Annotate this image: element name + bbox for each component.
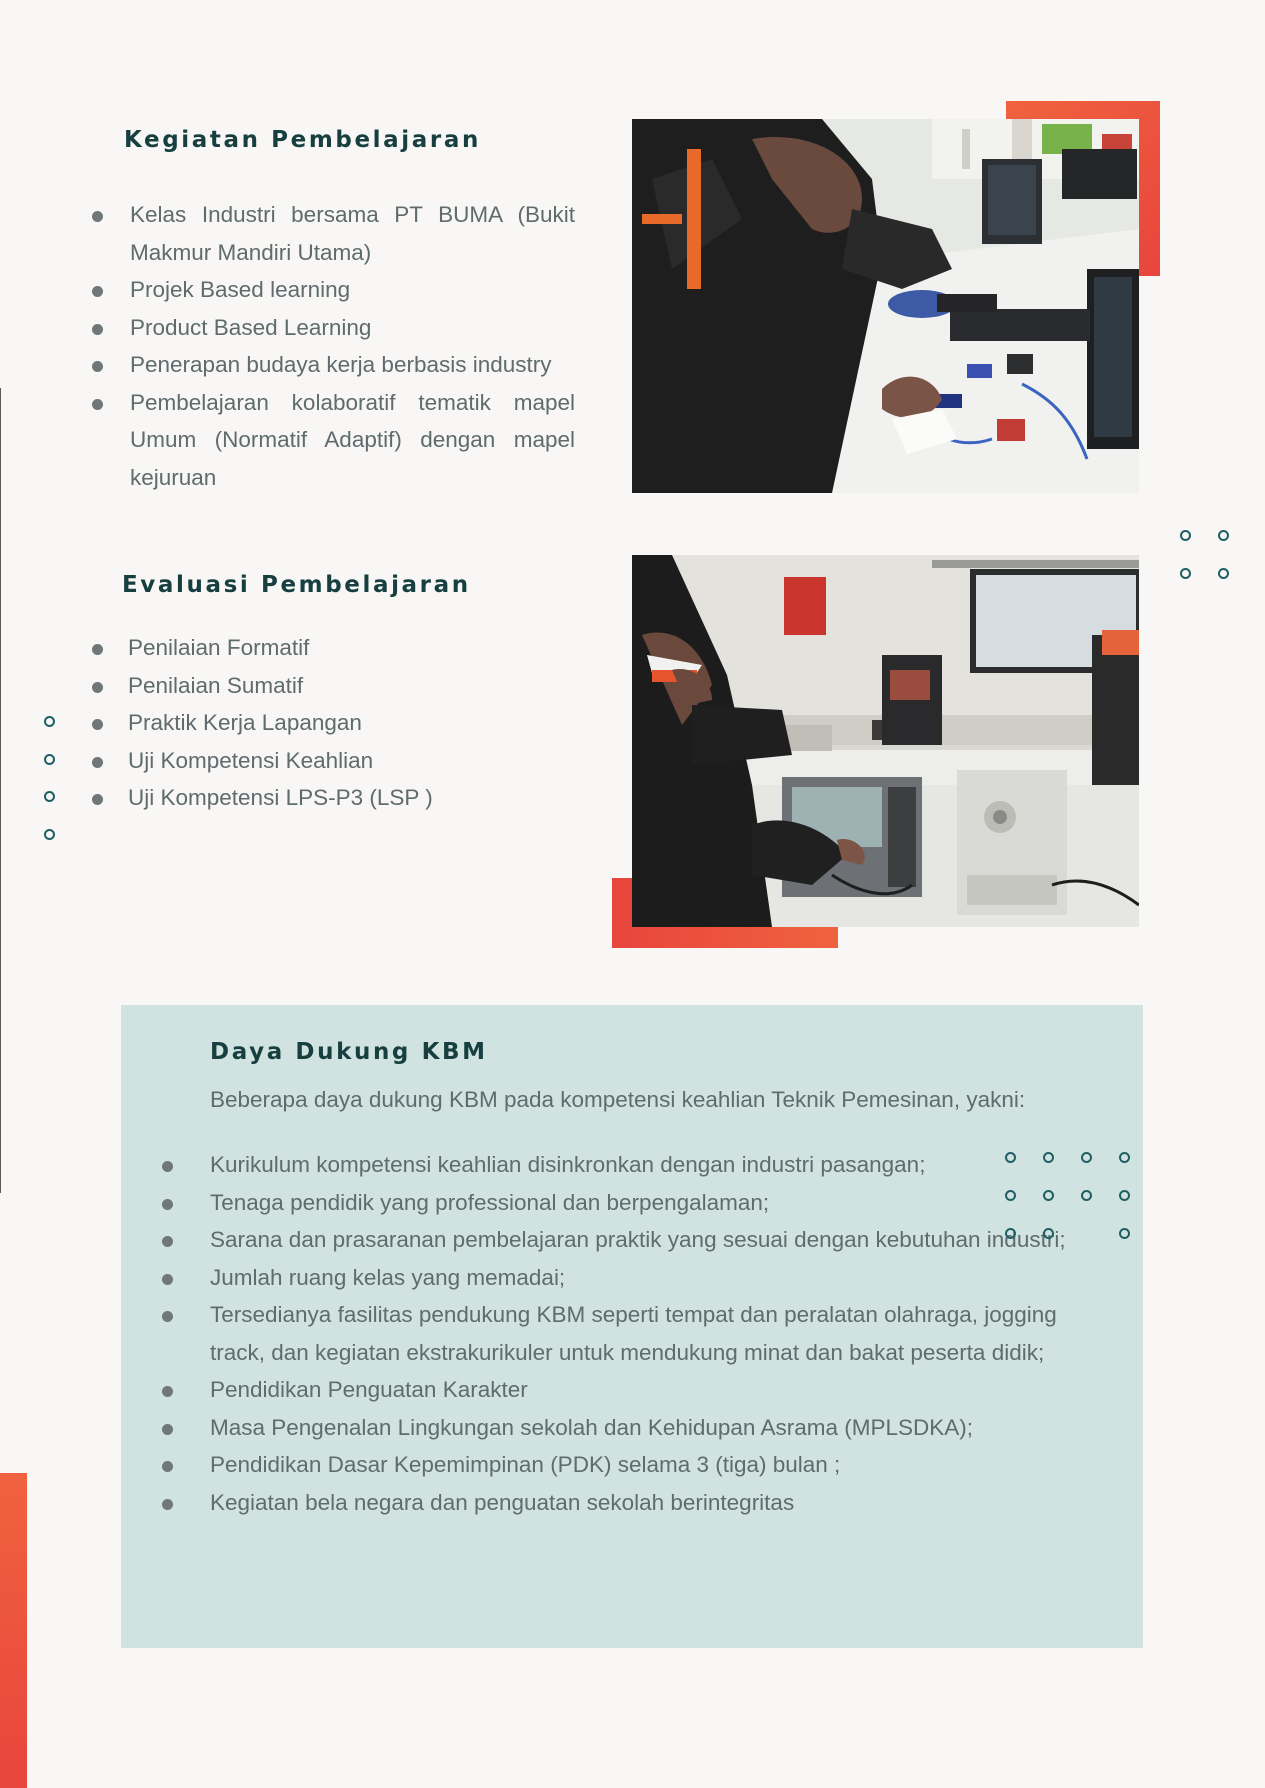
ring-icon	[1180, 530, 1191, 541]
bullet-icon	[162, 1424, 173, 1435]
ring-icon	[1119, 1190, 1130, 1201]
bullet-icon	[162, 1499, 173, 1510]
bullet-icon	[92, 324, 103, 335]
bullet-icon	[162, 1236, 173, 1247]
list-item: Tenaga pendidik yang professional dan berpengalaman;	[162, 1184, 1092, 1222]
list-item: Kegiatan bela negara dan penguatan sekolah berintegritas	[162, 1484, 1092, 1522]
daya-dukung-intro: Beberapa daya dukung KBM pada kompetensi keahlian Teknik Pemesinan, yakni:	[210, 1087, 1026, 1112]
left-edge-line	[0, 388, 1, 1193]
ring-icon	[1180, 568, 1191, 579]
evaluasi-list	[92, 629, 552, 817]
bullet-icon	[92, 644, 103, 655]
list-item: Product Based Learning	[92, 309, 575, 347]
list-item: Uji Kompetensi Keahlian	[92, 742, 552, 780]
daya-dukung-panel	[121, 1005, 1143, 1648]
list-item: Kelas Industri bersama PT BUMA (Bukit Makmur Mandiri Utama)	[92, 196, 575, 271]
bullet-icon	[92, 682, 103, 693]
bullet-icon	[92, 211, 103, 222]
list-item: Praktik Kerja Lapangan	[92, 704, 552, 742]
list-item: Penilaian Sumatif	[92, 667, 552, 705]
list-item: Penilaian Formatif	[92, 629, 552, 667]
bullet-icon	[92, 794, 103, 805]
ring-icon	[1043, 1190, 1054, 1201]
list-item: Pendidikan Penguatan Karakter	[162, 1371, 1092, 1409]
ring-icon	[1218, 568, 1229, 579]
ring-icon	[1043, 1228, 1054, 1239]
lab-electronics-illustration	[632, 555, 1139, 927]
ring-icon	[1119, 1152, 1130, 1163]
list-item: Sarana dan prasaranan pembelajaran praktik yang sesuai dengan kebutuhan industri;	[162, 1221, 1092, 1259]
ring-icon	[44, 829, 55, 840]
ring-icon	[1119, 1228, 1130, 1239]
daya-dukung-heading: Daya Dukung KBM	[210, 1039, 488, 1065]
ring-icon	[1218, 530, 1229, 541]
ring-icon	[1005, 1152, 1016, 1163]
ring-icon	[1005, 1190, 1016, 1201]
list-item: Kurikulum kompetensi keahlian disinkronkan dengan industri pasangan;	[162, 1146, 1092, 1184]
bullet-icon	[162, 1311, 173, 1322]
ring-icon	[44, 754, 55, 765]
bullet-icon	[92, 399, 103, 410]
list-item: Projek Based learning	[92, 271, 575, 309]
ring-icon	[1043, 1152, 1054, 1163]
classroom-computer-illustration	[632, 119, 1139, 493]
list-item: Tersedianya fasilitas pendukung KBM seperti tempat dan peralatan olahraga, jogging track, dan kegiatan ekstrakurikuler untuk mendukung minat dan bakat peserta didik;	[162, 1296, 1092, 1371]
bullet-icon	[92, 286, 103, 297]
ring-icon	[1081, 1152, 1092, 1163]
ring-icon	[44, 716, 55, 727]
lab-electronics-photo	[632, 555, 1139, 927]
ring-icon	[44, 791, 55, 802]
list-item: Pembelajaran kolaboratif tematik mapel Umum (Normatif Adaptif) dengan mapel kejuruan	[92, 384, 575, 497]
bullet-icon	[162, 1386, 173, 1397]
list-item: Masa Pengenalan Lingkungan sekolah dan Kehidupan Asrama (MPLSDKA);	[162, 1409, 1092, 1447]
kegiatan-heading: Kegiatan Pembelajaran	[124, 127, 481, 153]
evaluasi-heading: Evaluasi Pembelajaran	[122, 572, 471, 598]
bullet-icon	[162, 1274, 173, 1285]
ring-icon	[1005, 1228, 1016, 1239]
bullet-icon	[162, 1161, 173, 1172]
bullet-icon	[162, 1199, 173, 1210]
bullet-icon	[92, 719, 103, 730]
bullet-icon	[162, 1461, 173, 1472]
list-item: Jumlah ruang kelas yang memadai;	[162, 1259, 1092, 1297]
bullet-icon	[92, 757, 103, 768]
kegiatan-list	[92, 196, 575, 496]
accent-bar-bottom-left	[0, 1473, 27, 1788]
list-item: Pendidikan Dasar Kepemimpinan (PDK) selama 3 (tiga) bulan ;	[162, 1446, 1092, 1484]
list-item: Uji Kompetensi LPS-P3 (LSP )	[92, 779, 552, 817]
bullet-icon	[92, 361, 103, 372]
daya-dukung-list	[162, 1146, 1092, 1521]
ring-icon	[1081, 1190, 1092, 1201]
classroom-computer-photo	[632, 119, 1139, 493]
list-item: Penerapan budaya kerja berbasis industry	[92, 346, 575, 384]
